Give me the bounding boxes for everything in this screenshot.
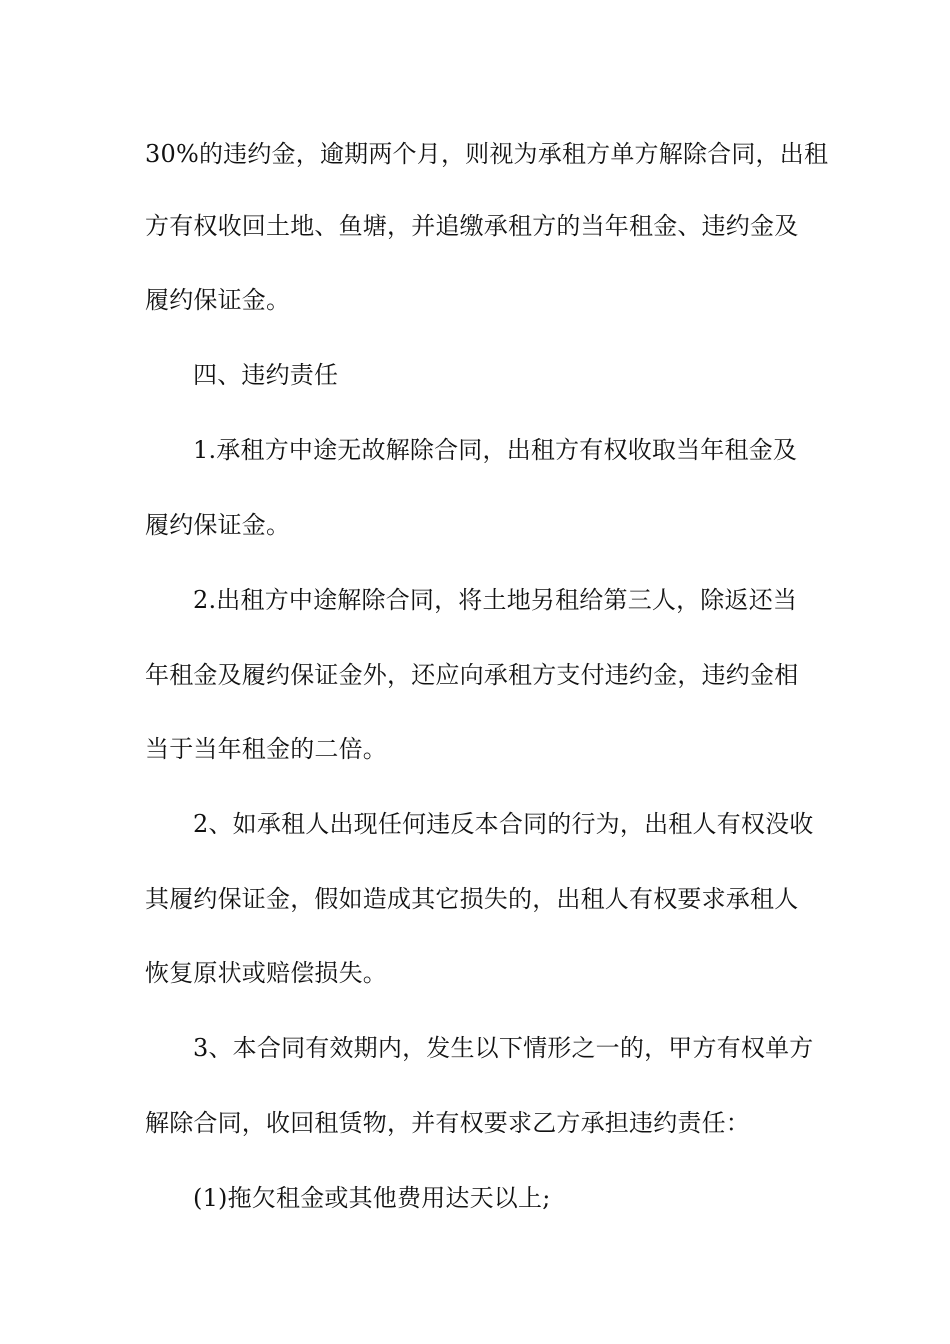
paragraph-line: 2.出租方中途解除合同，将土地另租给第三人，除返还当 [193,586,798,614]
paragraph-line: 恢复原状或赔偿损失。 [145,959,387,987]
paragraph-line: 履约保证金。 [145,286,291,314]
paragraph-line: 1.承租方中途无故解除合同，出租方有权收取当年租金及 [193,436,798,464]
paragraph-line: 解除合同，收回租赁物，并有权要求乙方承担违约责任： [145,1109,750,1137]
paragraph-line: 履约保证金。 [145,511,291,539]
paragraph-line: 3、本合同有效期内，发生以下情形之一的，甲方有权单方 [193,1034,814,1062]
paragraph-line: 年租金及履约保证金外，还应向承租方支付违约金，违约金相 [145,661,799,689]
paragraph-line: 其履约保证金，假如造成其它损失的，出租人有权要求承租人 [145,885,799,913]
list-item: (1)拖欠租金或其他费用达天以上; [193,1184,551,1212]
paragraph-line: 方有权收回土地、鱼塘，并追缴承租方的当年租金、违约金及 [145,212,799,240]
paragraph-line: 2、如承租人出现任何违反本合同的行为，出租人有权没收 [193,810,814,838]
paragraph-line: 当于当年租金的二倍。 [145,735,387,763]
section-heading: 四、违约责任 [193,361,339,389]
paragraph-line: 30%的违约金，逾期两个月，则视为承租方单方解除合同，出租 [145,140,829,168]
